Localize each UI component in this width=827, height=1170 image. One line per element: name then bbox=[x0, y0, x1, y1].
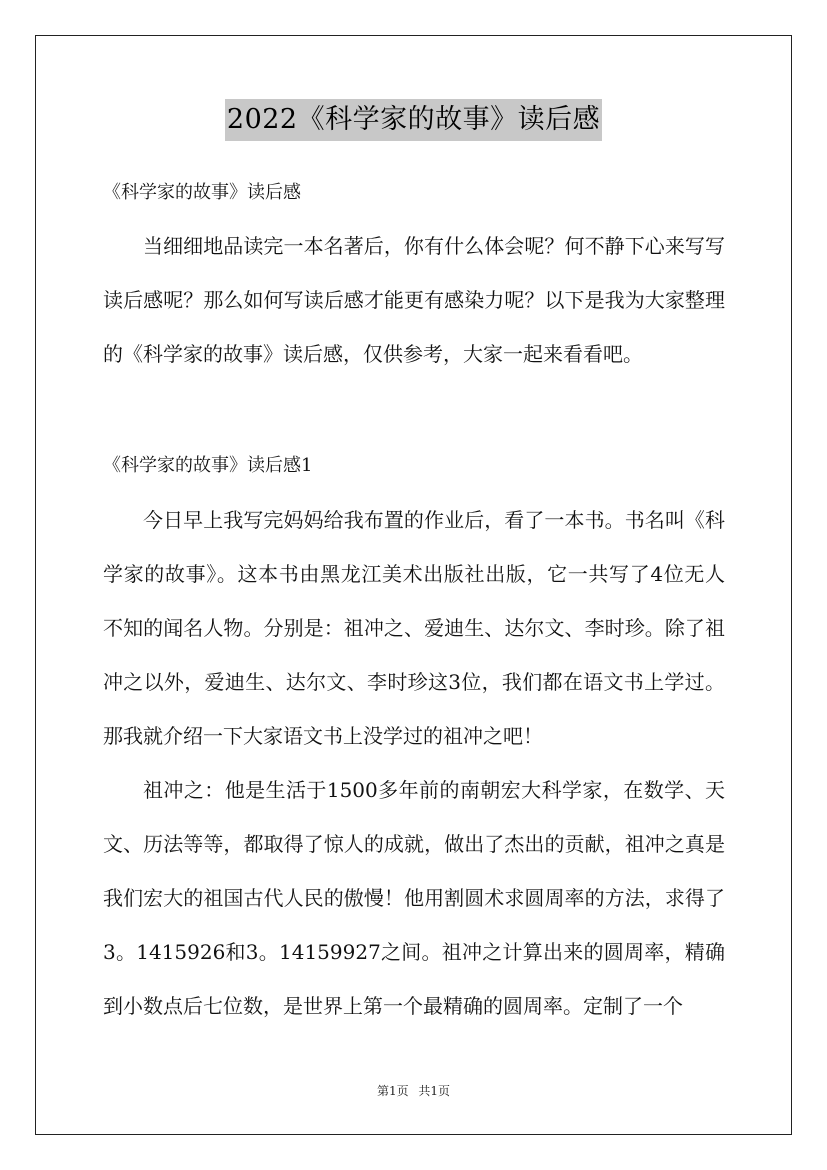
document-subtitle: 《科学家的故事》读后感 bbox=[103, 182, 301, 203]
title-container bbox=[0, 99, 827, 141]
page-total: 共1页 bbox=[418, 1084, 451, 1098]
section-heading: 《科学家的故事》读后感1 bbox=[103, 455, 313, 476]
document-title: 2022《科学家的故事》读后感 bbox=[225, 99, 602, 141]
page-number: 第1页 bbox=[376, 1084, 409, 1098]
intro-paragraph: 当细细地品读完一本名著后，你有什么体会呢？何不静下心来写写读后感呢？那么如何写读后感才能更有感染力呢？以下是我为大家整理的《科学家的故事》读后感，仅供参考，大家一起来看看吧。 bbox=[103, 234, 725, 366]
body-paragraph-2: 祖冲之：他是生活于1500多年前的南朝宏大科学家，在数学、天文、历法等等，都取得了惊人的成就，做出了杰出的贡献，祖冲之真是我们宏大的祖国古代人民的傲慢！他用割圆术求圆周率的方法，求得了3。1415926和3。14159927之间。祖冲之计算出来的圆周率，精确到小数点后七位数，是世界上第一个最精确的圆周率。定制了一个 bbox=[103, 778, 725, 1018]
body-paragraph-1: 今日早上我写完妈妈给我布置的作业后，看了一本书。书名叫《科学家的故事》。这本书由黑龙江美术出版社出版，它一共写了4位无人不知的闻名人物。分别是：祖冲之、爱迪生、达尔文、李时珍。除了祖冲之以外，爱迪生、达尔文、李时珍这3位，我们都在语文书上学过。那我就介绍一下大家语文书上没学过的祖冲之吧！ bbox=[103, 508, 725, 748]
page-footer bbox=[0, 1083, 827, 1099]
